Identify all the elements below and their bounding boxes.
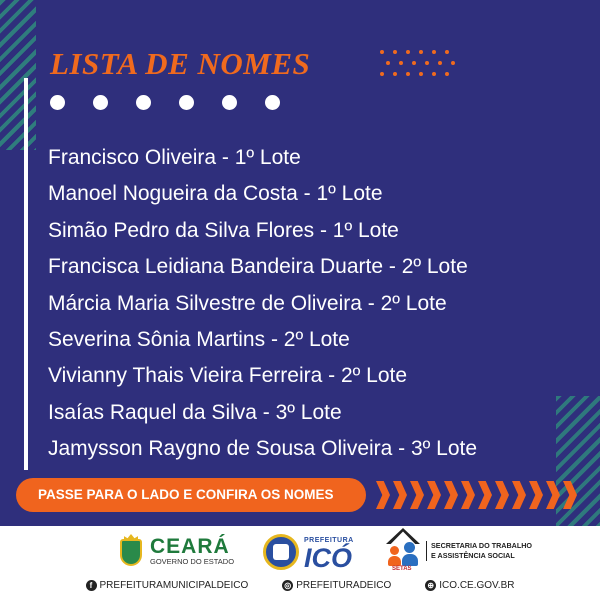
ceara-crest-icon: [118, 534, 144, 568]
instagram-handle: PREFEITURADEICO: [296, 580, 392, 591]
instagram-link[interactable]: [282, 580, 391, 591]
list-item: Márcia Maria Silvestre de Oliveira - 2º Lote: [48, 291, 447, 315]
decorative-bullets: [50, 95, 280, 110]
footer: [0, 526, 600, 600]
page-title: LISTA DE NOMES: [50, 46, 311, 81]
ico-prefix: PREFEITURA: [304, 537, 354, 544]
swipe-banner: PASSE PARA O LADO E CONFIRA OS NOMES: [16, 478, 366, 512]
website-link[interactable]: [425, 580, 514, 591]
decorative-stripes: [0, 0, 36, 150]
list-item: Isaías Raquel da Silva - 3º Lote: [48, 400, 342, 424]
setas-logo: [384, 528, 532, 574]
setas-line-2: E ASSISTÊNCIA SOCIAL: [431, 551, 515, 560]
globe-icon: ⊕: [425, 580, 436, 591]
accent-line: [24, 78, 28, 470]
setas-label: SETAS: [392, 566, 412, 572]
dot-pattern: [380, 50, 460, 80]
setas-house-icon: [384, 528, 422, 574]
ico-crest-icon: [262, 530, 300, 572]
facebook-link[interactable]: [86, 580, 249, 591]
chevron-right-icon: [376, 481, 577, 509]
list-item: Vivianny Thais Vieira Ferreira - 2º Lote: [48, 364, 408, 388]
ico-logo: [262, 530, 354, 572]
ceara-name: CEARÁ: [150, 535, 230, 558]
names-list: [48, 140, 477, 468]
list-item: Jamysson Raygno de Sousa Oliveira - 3º Lote: [48, 437, 478, 461]
list-item: Francisco Oliveira - 1º Lote: [48, 146, 301, 169]
website-url: ICO.CE.GOV.BR: [439, 580, 515, 591]
list-item: Francisca Leidiana Bandeira Duarte - 2º Lote: [48, 255, 468, 279]
list-item: Severina Sônia Martins - 2º Lote: [48, 327, 350, 351]
ico-name: ICÓ: [304, 543, 353, 573]
instagram-icon: ◎: [282, 580, 293, 591]
ceara-subtitle: GOVERNO DO ESTADO: [150, 557, 235, 566]
facebook-icon: f: [86, 580, 97, 591]
list-item: Manoel Nogueira da Costa - 1º Lote: [48, 182, 383, 206]
setas-line-1: SECRETARIA DO TRABALHO: [431, 541, 533, 550]
facebook-handle: PREFEITURAMUNICIPALDEICO: [99, 580, 249, 591]
list-item: Simão Pedro da Silva Flores - 1º Lote: [48, 218, 399, 242]
ceara-logo: [118, 534, 234, 568]
social-links: [0, 580, 600, 591]
